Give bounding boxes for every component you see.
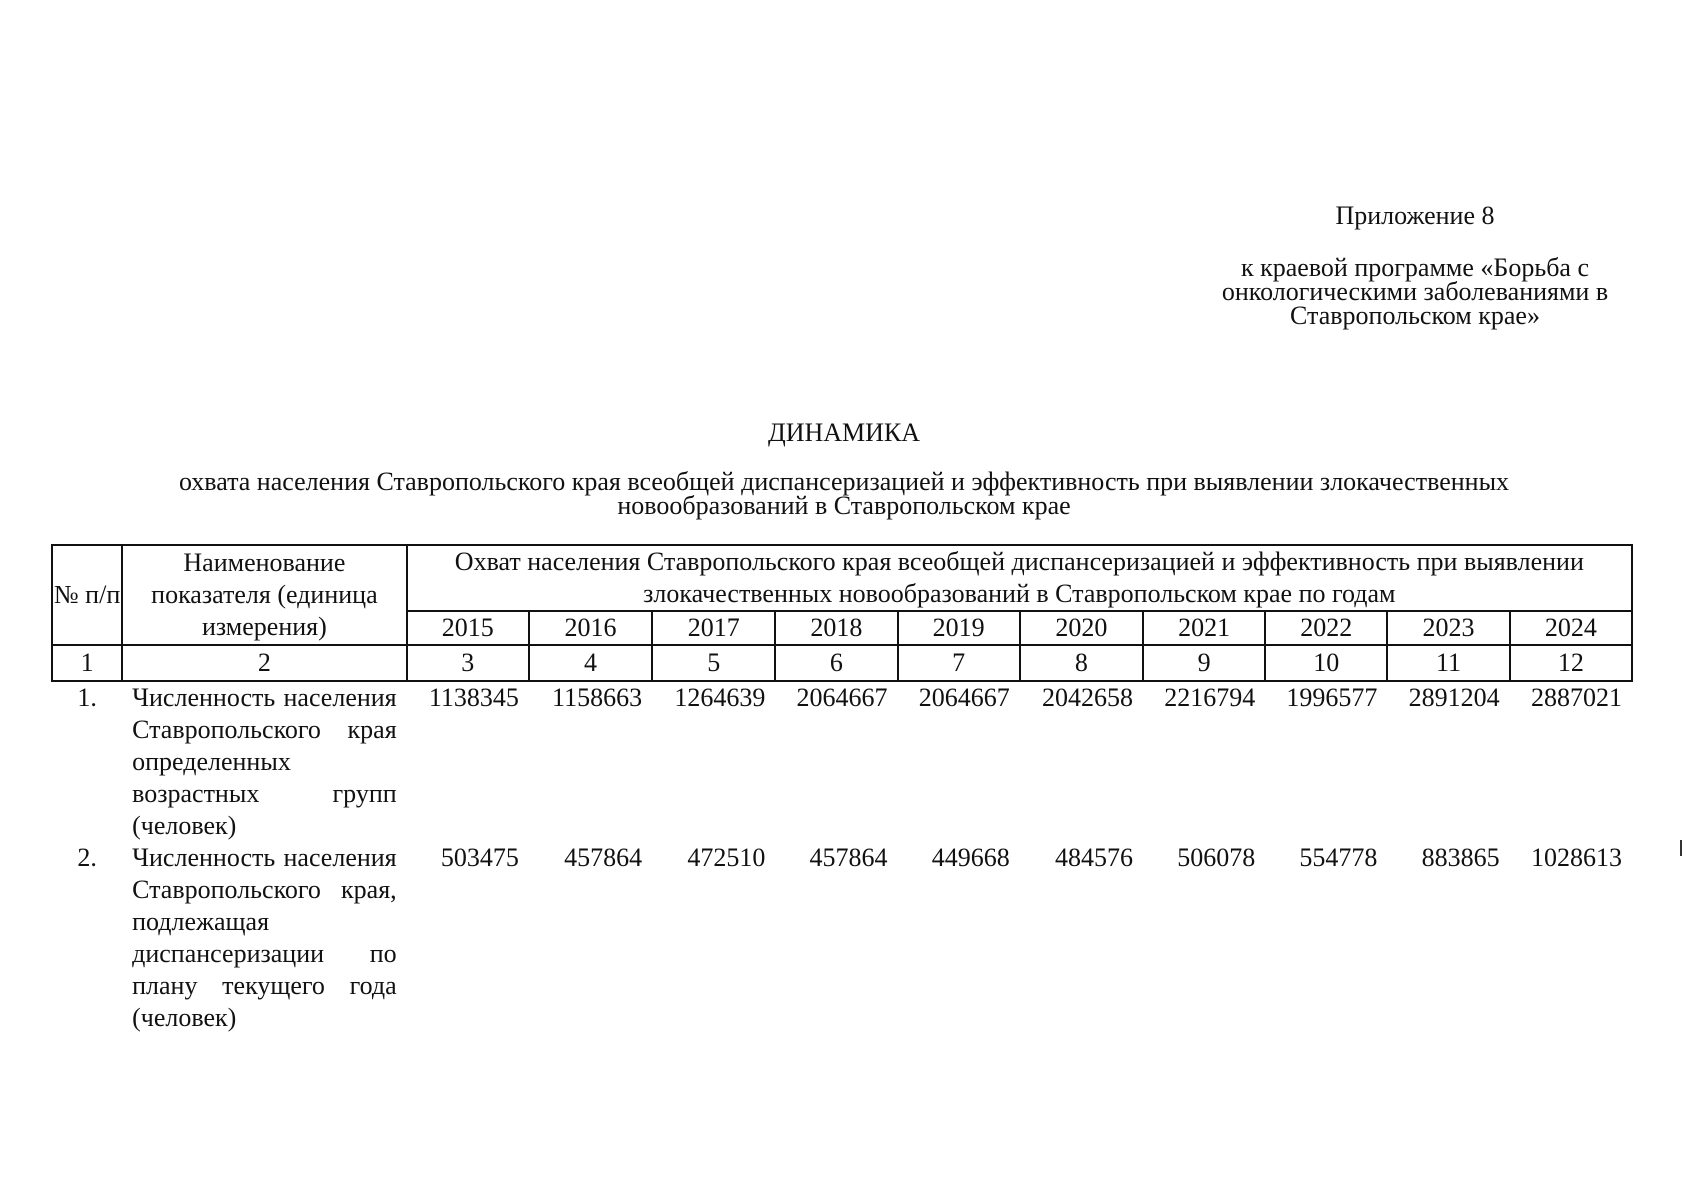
header-year: 2022 bbox=[1265, 611, 1387, 645]
row-value: 2064667 bbox=[796, 683, 888, 712]
row-number: 2. bbox=[77, 843, 97, 872]
column-number: 8 bbox=[1020, 645, 1143, 681]
column-number: 9 bbox=[1143, 645, 1265, 681]
row-value: 503475 bbox=[440, 843, 519, 872]
row-value: 457864 bbox=[564, 843, 643, 872]
row-value: 2887021 bbox=[1531, 683, 1622, 712]
row-value: 2216794 bbox=[1164, 683, 1256, 712]
table-row bbox=[52, 842, 1632, 1034]
header-year: 2018 bbox=[775, 611, 897, 645]
row-indicator-name: Численность населения Ставропольского края, подлежащая диспансеризации по плану текущего года (человек) bbox=[132, 843, 397, 1032]
header-year: 2023 bbox=[1387, 611, 1509, 645]
row-value: 506078 bbox=[1177, 843, 1256, 872]
column-number: 10 bbox=[1265, 645, 1387, 681]
row-value: 2891204 bbox=[1408, 683, 1500, 712]
column-number: 4 bbox=[529, 645, 652, 681]
row-value: 449668 bbox=[931, 843, 1010, 872]
appendix-title: Приложение 8 bbox=[1335, 201, 1495, 230]
header-year: 2017 bbox=[652, 611, 775, 645]
row-value: 472510 bbox=[687, 843, 766, 872]
table-row bbox=[52, 681, 1632, 842]
header-coverage: Охват населения Ставропольского края всеобщей диспансеризацией и эффективность при выявлении злокачественных новообразований в Ставропольском крае по годам bbox=[407, 545, 1632, 611]
column-number: 5 bbox=[652, 645, 775, 681]
row-value: 1996577 bbox=[1286, 683, 1378, 712]
column-number: 3 bbox=[407, 645, 529, 681]
coverage-table bbox=[51, 544, 1633, 1034]
row-value: 1264639 bbox=[674, 683, 766, 712]
row-value: 484576 bbox=[1054, 843, 1133, 872]
column-number: 12 bbox=[1510, 645, 1632, 681]
column-number: 2 bbox=[122, 645, 407, 681]
header-year: 2020 bbox=[1020, 611, 1143, 645]
column-number: 7 bbox=[898, 645, 1020, 681]
column-number: 6 bbox=[775, 645, 897, 681]
row-value: 1158663 bbox=[552, 683, 643, 712]
row-value: 1028613 bbox=[1531, 843, 1622, 872]
document-subtitle: охвата населения Ставропольского края всеобщей диспансеризацией и эффективность при выявлении злокачественных новообразований в Ставропольском крае bbox=[178, 467, 1510, 520]
header-year: 2016 bbox=[529, 611, 652, 645]
header-year: 2015 bbox=[407, 611, 529, 645]
header-year: 2019 bbox=[898, 611, 1020, 645]
appendix-subtitle: к краевой программе «Борьба с онкологическими заболеваниями в Ставропольском крае» bbox=[1221, 253, 1609, 330]
row-value: 2064667 bbox=[918, 683, 1010, 712]
row-value: 554778 bbox=[1299, 843, 1378, 872]
header-year: 2021 bbox=[1143, 611, 1265, 645]
row-value: 883865 bbox=[1421, 843, 1500, 872]
row-value: 1138345 bbox=[428, 683, 519, 712]
scan-edge-mark bbox=[1680, 840, 1682, 856]
row-indicator-name: Численность населения Ставропольского края определенных возрастных групп (человек) bbox=[132, 683, 397, 840]
row-value: 457864 bbox=[809, 843, 888, 872]
row-number: 1. bbox=[77, 683, 97, 712]
column-number: 11 bbox=[1387, 645, 1509, 681]
column-number: 1 bbox=[52, 645, 122, 681]
row-value: 2042658 bbox=[1041, 683, 1133, 712]
document-title: ДИНАМИКА bbox=[767, 418, 921, 447]
header-year: 2024 bbox=[1510, 611, 1632, 645]
header-number: № п/п bbox=[52, 545, 122, 645]
header-indicator: Наименование показателя (единица измерения) bbox=[122, 545, 407, 645]
